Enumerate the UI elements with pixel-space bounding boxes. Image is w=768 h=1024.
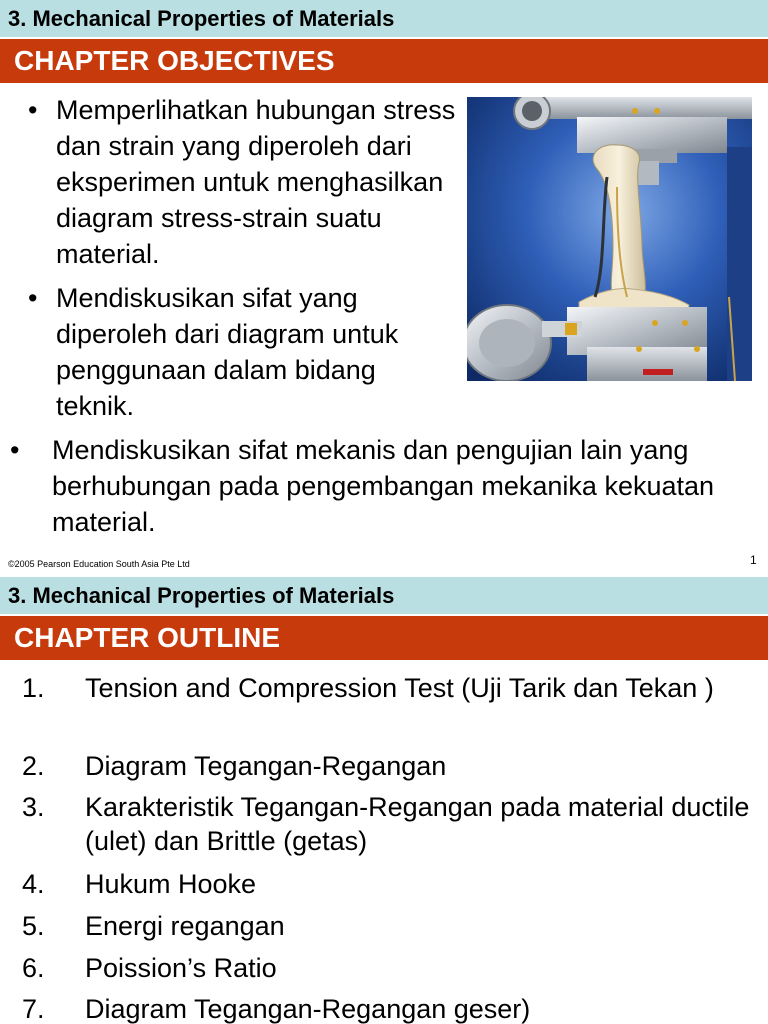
header-title: 3. Mechanical Properties of Materials (8, 6, 395, 31)
section-title-bar (0, 39, 768, 83)
outline-number: 3. (22, 792, 45, 822)
bullet-icon: • (28, 95, 38, 125)
page-number: 1 (750, 553, 757, 567)
section-title: CHAPTER OUTLINE (14, 622, 280, 653)
outline-number: 1. (22, 673, 45, 703)
outline-text: Tension and Compression Test (Uji Tarik dan Tekan ) (85, 673, 714, 703)
outline-number: 6. (22, 953, 45, 983)
header-bar (0, 0, 768, 37)
outline-text: Diagram Tegangan-Regangan geser) (85, 994, 531, 1024)
outline-text: Energi regangan (85, 911, 285, 941)
outline-number: 5. (22, 911, 45, 941)
outline-text: Poission’s Ratio (85, 953, 277, 983)
outline-text: Diagram Tegangan-Regangan (85, 751, 447, 781)
header-title: 3. Mechanical Properties of Materials (8, 583, 395, 608)
bullet-icon: • (28, 283, 38, 313)
outline-text: Hukum Hooke (85, 869, 257, 899)
tensile-test-illustration (467, 97, 752, 381)
outline-number: 4. (22, 869, 45, 899)
section-title-bar (0, 616, 768, 660)
objective-text: Memperlihatkan hubungan stress dan strain yang diperoleh dari eksperimen untuk menghasilkan diagram stress-strain suatu material. (56, 95, 456, 269)
bullet-icon: • (10, 435, 20, 465)
slide-outline (0, 577, 768, 1024)
header-bar (0, 577, 768, 614)
copyright-text: ©2005 Pearson Education South Asia Pte Ltd (8, 559, 190, 569)
outline-text: Karakteristik Tegangan-Regangan pada material ductile (ulet) dan Brittle (getas) (85, 792, 750, 856)
section-title: CHAPTER OBJECTIVES (14, 45, 335, 76)
outline-number: 7. (22, 994, 45, 1024)
objective-text: Mendiskusikan sifat yang diperoleh dari diagram untuk penggunaan dalam bidang teknik. (56, 283, 399, 421)
objective-text: Mendiskusikan sifat mekanis dan pengujian lain yang berhubungan pada pengembangan mekanika kekuatan material. (52, 435, 715, 537)
outline-number: 2. (22, 751, 45, 781)
tensile-test-machine-image (467, 97, 752, 381)
